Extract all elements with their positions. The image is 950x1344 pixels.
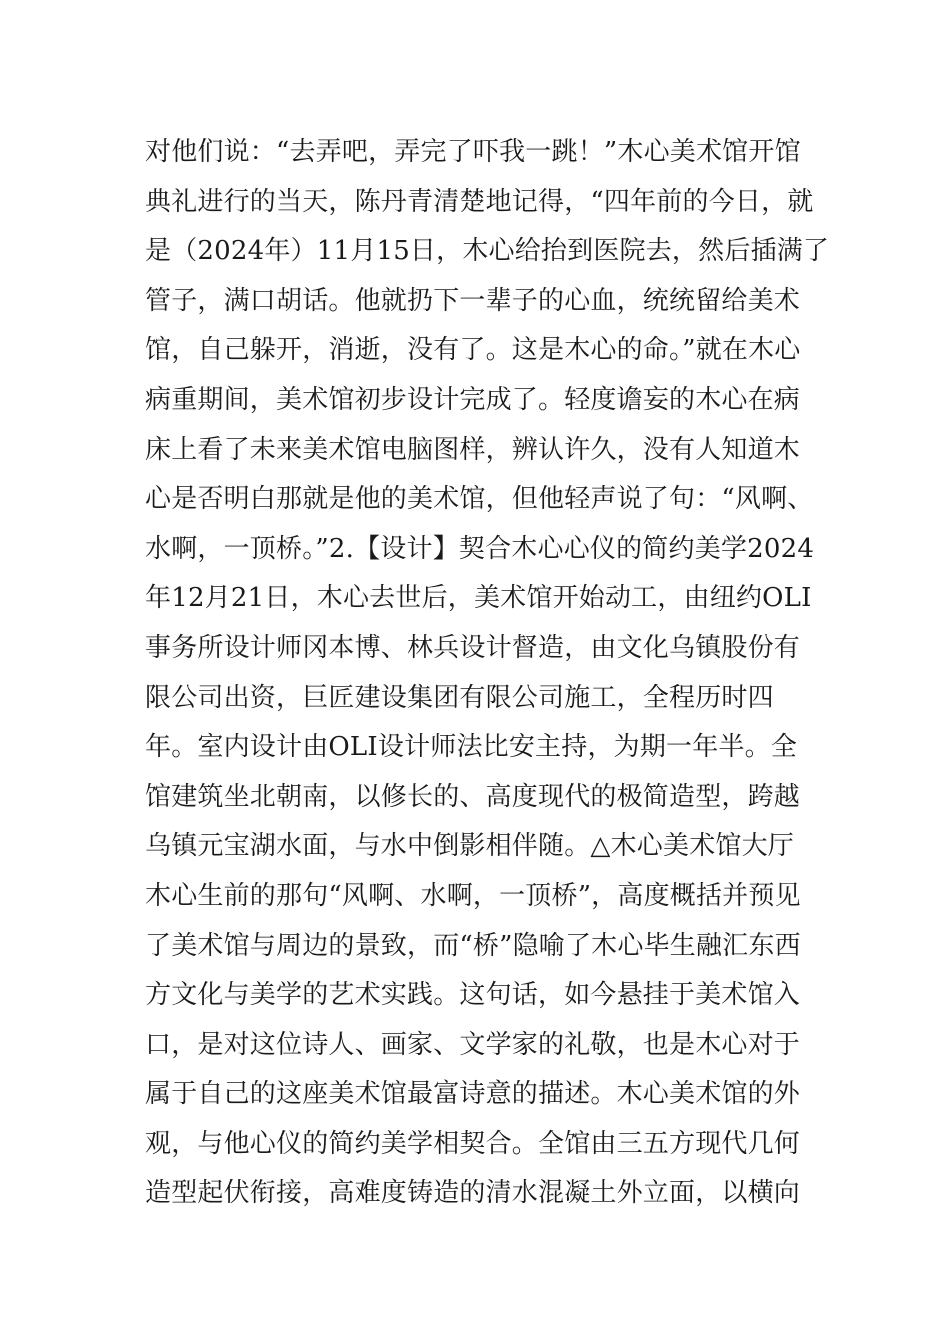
- text-line: 属于自己的这座美术馆最富诗意的描述。木心美术馆的外: [145, 1079, 801, 1110]
- text-line: 心是否明白那就是他的美术馆，但他轻声说了句：“风啊、: [145, 484, 814, 515]
- text-line: 乌镇元宝湖水面，与水中倒影相伴随。△木心美术馆大厅: [145, 831, 794, 862]
- text-line: 管子，满口胡话。他就扔下一辈子的心血，统统留给美术: [145, 285, 801, 316]
- text-line: 馆建筑坐北朝南，以修长的、高度现代的极简造型，跨越: [145, 781, 801, 812]
- text-line: 是（2024年）11月15日，木心给抬到医院去，然后插满了: [145, 236, 830, 267]
- text-line: 事务所设计师冈本博、林兵设计督造，由文化乌镇股份有: [145, 632, 801, 663]
- text-line: 年。室内设计由OLI设计师法比安主持，为期一年半。全: [145, 732, 798, 763]
- text-line: 限公司出资，巨匠建设集团有限公司施工，全程历时四: [145, 682, 774, 713]
- text-line: 观，与他心仪的简约美学相契合。全馆由三五方现代几何: [145, 1128, 801, 1159]
- text-line: 年12月21日，木心去世后，美术馆开始动工，由纽约OLI: [145, 583, 812, 614]
- text-line: 造型起伏衔接，高难度铸造的清水混凝土外立面，以横向: [145, 1178, 801, 1209]
- text-line: 木心生前的那句“风啊、水啊，一顶桥”，高度概括并预见: [145, 880, 801, 911]
- text-line: 病重期间，美术馆初步设计完成了。轻度谵妄的木心在病: [145, 384, 801, 415]
- text-line: 水啊，一顶桥。”2.【设计】契合木心心仪的简约美学2024: [145, 533, 815, 564]
- text-line: 典礼进行的当天，陈丹青清楚地记得，“四年前的今日，就: [145, 186, 814, 217]
- text-line: 馆，自己躲开，消逝，没有了。这是木心的命。”就在木心: [145, 335, 801, 366]
- text-line: 对他们说：“去弄吧，弄完了吓我一跳！”木心美术馆开馆: [145, 137, 801, 167]
- body-text: [145, 128, 830, 1219]
- text-line: 了美术馆与周边的景致，而“桥”隐喻了木心毕生融汇东西: [145, 930, 801, 961]
- text-line: 床上看了未来美术馆电脑图样，辨认许久，没有人知道木: [145, 434, 801, 465]
- text-line: 口，是对这位诗人、画家、文学家的礼敬，也是木心对于: [145, 1029, 801, 1060]
- text-line: 方文化与美学的艺术实践。这句话，如今悬挂于美术馆入: [145, 980, 801, 1011]
